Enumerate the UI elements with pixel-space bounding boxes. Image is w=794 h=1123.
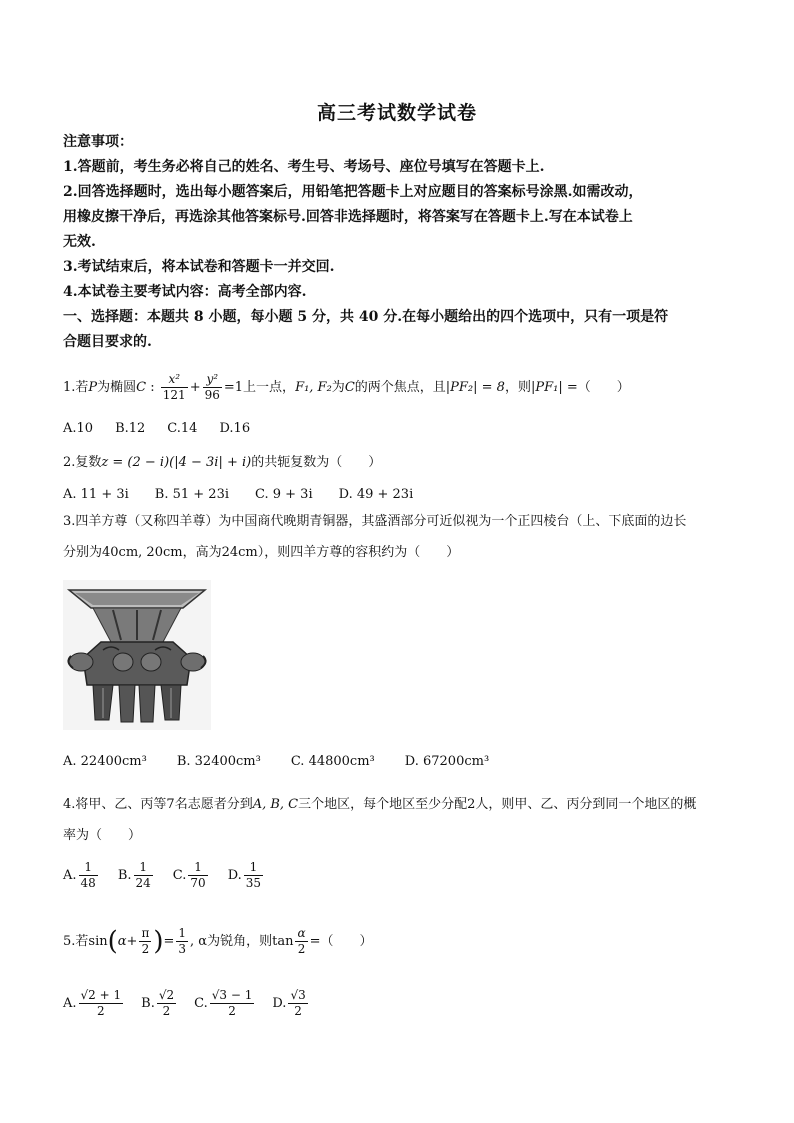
note-item-4: 4.本试卷主要考试内容：高考全部内容.	[63, 284, 307, 300]
question-4-line2: 率为（ ）	[63, 828, 142, 843]
note-item-3: 3.考试结束后，将本试卷和答题卡一并交回.	[63, 259, 335, 275]
question-5: 5.若sin(α+ $\frac{\pi}{2}$ )= $\frac{1}{3}$ , α为锐角，则tan $\frac{\alpha}{2}$ =（ ）	[63, 926, 373, 957]
page-title: 高三考试数学试卷	[316, 102, 477, 124]
bronze-vessel-image	[63, 580, 211, 730]
option-a: A. 11 + 3i	[63, 487, 129, 502]
note-item-2c: 无效.	[63, 234, 96, 250]
option-a: A. $\frac{1}{48}$	[63, 860, 96, 890]
option-a: A. 22400cm³	[63, 754, 147, 769]
question-1-options	[63, 421, 272, 436]
fraction-y2-96: $\frac{\text{y²}}{96}$	[204, 372, 220, 402]
option-c: C.14	[167, 421, 198, 436]
fraction-alpha-2: $\frac{\alpha}{2}$	[297, 926, 306, 956]
option-b: B. $\frac{1}{24}$	[117, 860, 151, 890]
option-a: A.10	[63, 421, 94, 436]
option-d: D. 49 + 23i	[338, 487, 414, 502]
question-4-line1: 4.将甲、乙、丙等7名志愿者分到A, B, C三个地区，每个地区至少分配2人，则甲、乙、丙分到同一个地区的概	[63, 797, 697, 812]
option-b: B.12	[115, 421, 146, 436]
note-item-2a: 2.回答选择题时，选出每小题答案后，用铅笔把答题卡上对应题目的答案标号涂黑.如需改动，	[63, 184, 643, 200]
option-d: D. 67200cm³	[404, 754, 490, 769]
question-3-options	[63, 754, 511, 769]
question-1: 1.若P为椭圆C : $\frac{\text{x²}}{121}$ + $\frac{\text{y²}}{96}$ =1上一点，F₁, F₂为C的两个焦点，且|PF₂| = 8，则|PF₁| =（ ）	[63, 372, 630, 402]
note-item-2b: 用橡皮擦干净后，再选涂其他答案标号.回答非选择题时，将答案写在答题卡上.写在本试卷上	[63, 209, 633, 225]
section-heading-line2: 合题目要求的.	[63, 334, 152, 350]
option-d: D. $\frac{√3}{2}$	[272, 988, 306, 1018]
option-c: C. 9 + 3i	[255, 487, 313, 502]
option-b: B. 32400cm³	[176, 754, 261, 769]
question-4-options	[63, 860, 287, 891]
question-3-line1: 3.四羊方尊（又称四羊尊）为中国商代晚期青铜器，其盛酒部分可近似视为一个正四棱台（上、下底面的边长	[63, 514, 687, 529]
option-c: C. $\frac{1}{70}$	[172, 860, 206, 890]
question-2-options	[63, 487, 435, 502]
notes-heading: 注意事项：	[63, 134, 133, 150]
option-c: C. $\frac{√3 - 1}{2}$	[194, 988, 253, 1018]
option-b: B. $\frac{√2}{2}$	[141, 988, 175, 1018]
question-3-line2: 分别为40cm, 20cm，高为24cm），则四羊方尊的容积约为（ ）	[63, 545, 460, 560]
section-heading-line1: 一、选择题：本题共 8 小题，每小题 5 分，共 40 分.在每小题给出的四个选项中，只有一项是符	[63, 309, 669, 325]
option-d: D.16	[219, 421, 251, 436]
fraction-pi-2: $\frac{\pi}{2}$	[141, 926, 150, 956]
question-2: 2.复数z = (2 − i)(|4 − 3i| + i)的共轭复数为（ ）	[63, 455, 382, 470]
option-d: D. $\frac{1}{35}$	[227, 860, 262, 890]
option-b: B. 51 + 23i	[154, 487, 229, 502]
question-5-options	[63, 988, 332, 1019]
fraction-1-3: $\frac{1}{3}$	[178, 926, 187, 956]
fraction-x2-121: $\frac{\text{x²}}{121}$	[162, 372, 186, 402]
option-a: A. $\frac{√2 + 1}{2}$	[63, 988, 122, 1018]
option-c: C. 44800cm³	[290, 754, 375, 769]
note-item-1: 1.答题前，考生务必将自己的姓名、考生号、考场号、座位号填写在答题卡上.	[63, 159, 545, 175]
